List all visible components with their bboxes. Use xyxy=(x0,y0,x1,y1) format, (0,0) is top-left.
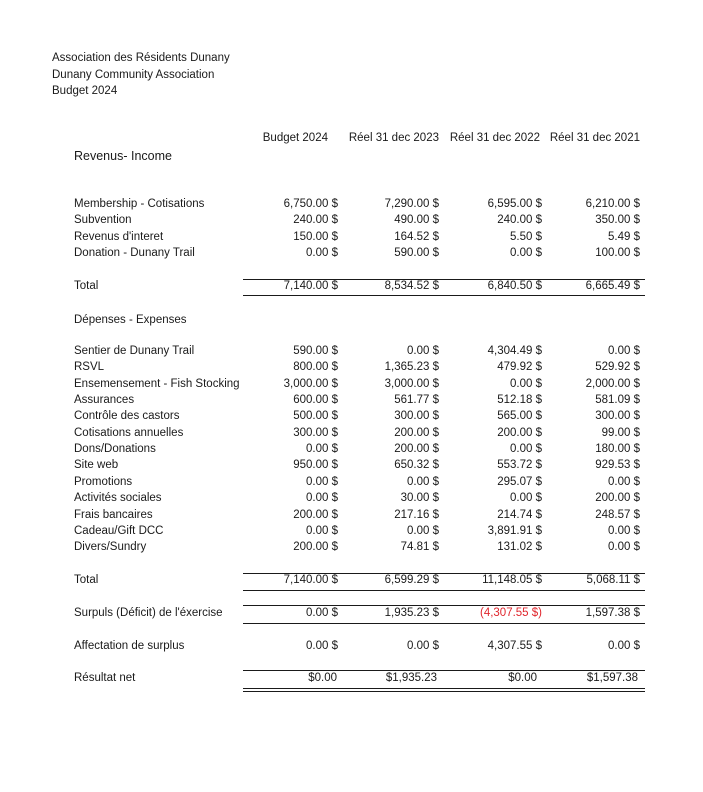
line-item-label: Divers/Sundry xyxy=(74,541,147,554)
line-item-label: Ensemensement - Fish Stocking xyxy=(74,377,240,390)
line-item-actual-2022: 0.00 $ xyxy=(510,247,542,260)
line-item-actual-2022: 240.00 $ xyxy=(497,214,542,227)
expenses-section-title: Dépenses - Expenses xyxy=(74,314,187,326)
line-item-actual-2021: 6,210.00 $ xyxy=(585,198,640,210)
line-item-actual-2023: 200.00 $ xyxy=(394,426,439,439)
surplus-top-rule xyxy=(243,605,645,606)
expenses-total-budget-2024: 7,140.00 $ xyxy=(283,574,338,586)
line-item-budget-2024: 600.00 $ xyxy=(293,394,338,407)
line-item-actual-2022: 3,891.91 $ xyxy=(487,524,542,537)
affectation-2022: 4,307.55 $ xyxy=(487,640,542,652)
column-header-budget-2024: Budget 2024 xyxy=(262,132,328,144)
line-item-budget-2024: 200.00 $ xyxy=(293,541,338,554)
line-item-label: Cotisations annuelles xyxy=(74,426,184,439)
line-item-actual-2021: 350.00 $ xyxy=(595,214,640,227)
surplus-row xyxy=(0,607,703,623)
line-item-budget-2024: 590.00 $ xyxy=(293,345,338,357)
column-header-actual-2022: Réel 31 dec 2022 xyxy=(449,132,540,144)
expenses-row xyxy=(0,345,703,361)
line-item-actual-2023: 164.52 $ xyxy=(394,230,439,243)
column-header-actual-2023: Réel 31 dec 2023 xyxy=(348,132,439,144)
line-item-actual-2023: 590.00 $ xyxy=(394,247,439,260)
line-item-actual-2021: 581.09 $ xyxy=(595,394,640,407)
line-item-actual-2023: 1,365.23 $ xyxy=(384,361,439,374)
expenses-total-row xyxy=(0,574,703,590)
line-item-actual-2023: 30.00 $ xyxy=(400,492,439,505)
income-row xyxy=(0,214,703,230)
net-result-top-rule xyxy=(243,670,645,671)
net-result-budget-2024: $0.00 xyxy=(308,672,337,684)
affectation-2021: 0.00 $ xyxy=(608,640,640,652)
surplus-label: Surpuls (Déficit) de l'éxercise xyxy=(74,607,223,619)
line-item-budget-2024: 0.00 $ xyxy=(306,247,338,260)
expenses-total-label: Total xyxy=(74,574,99,586)
line-item-actual-2023: 0.00 $ xyxy=(407,345,439,357)
association-name-en: Dunany Community Association xyxy=(52,68,215,81)
association-name-fr: Association des Résidents Dunany xyxy=(52,52,230,64)
income-row xyxy=(0,247,703,263)
expenses-row xyxy=(0,541,703,557)
line-item-actual-2022: 200.00 $ xyxy=(497,426,542,439)
line-item-actual-2021: 300.00 $ xyxy=(595,410,640,423)
income-row xyxy=(0,198,703,214)
surplus-budget-2024: 0.00 $ xyxy=(306,607,338,619)
expenses-row xyxy=(0,378,703,394)
line-item-actual-2021: 0.00 $ xyxy=(608,475,640,488)
line-item-actual-2021: 2,000.00 $ xyxy=(585,377,640,390)
line-item-actual-2021: 248.57 $ xyxy=(595,508,640,521)
line-item-actual-2023: 0.00 $ xyxy=(407,475,439,488)
line-item-budget-2024: 0.00 $ xyxy=(306,443,338,456)
line-item-actual-2023: 561.77 $ xyxy=(394,394,439,407)
expenses-total-2021: 5,068.11 $ xyxy=(586,574,640,586)
surplus-bottom-rule xyxy=(243,623,645,624)
surplus-2023: 1,935.23 $ xyxy=(384,607,439,619)
line-item-actual-2023: 7,290.00 $ xyxy=(384,198,439,210)
line-item-actual-2023: 200.00 $ xyxy=(394,443,439,456)
line-item-label: Assurances xyxy=(74,394,135,407)
document-title: Budget 2024 xyxy=(52,85,118,97)
line-item-budget-2024: 0.00 $ xyxy=(306,475,338,488)
net-result-2022: $0.00 xyxy=(508,672,537,684)
line-item-label: Activités sociales xyxy=(74,492,162,505)
income-total-bottom-rule xyxy=(243,295,645,296)
column-header-actual-2021: Réel 31 dec 2021 xyxy=(549,132,640,144)
line-item-actual-2023: 74.81 $ xyxy=(400,541,439,554)
income-section-title: Revenus- Income xyxy=(74,149,172,163)
line-item-budget-2024: 0.00 $ xyxy=(306,492,338,505)
income-total-label: Total xyxy=(74,280,99,292)
line-item-label: Dons/Donations xyxy=(74,443,156,456)
line-item-budget-2024: 3,000.00 $ xyxy=(283,377,338,390)
line-item-actual-2021: 100.00 $ xyxy=(595,247,640,260)
line-item-budget-2024: 500.00 $ xyxy=(293,410,338,423)
expenses-row xyxy=(0,361,703,377)
line-item-actual-2022: 214.74 $ xyxy=(497,508,542,521)
surplus-2021: 1,597.38 $ xyxy=(585,607,640,619)
expenses-row xyxy=(0,443,703,459)
line-item-budget-2024: 240.00 $ xyxy=(293,214,338,227)
line-item-actual-2022: 0.00 $ xyxy=(510,377,542,390)
expenses-row xyxy=(0,427,703,443)
line-item-actual-2023: 0.00 $ xyxy=(407,524,439,537)
surplus-2022-deficit: (4,307.55 $) xyxy=(479,607,542,619)
line-item-label: Cadeau/Gift DCC xyxy=(74,524,164,537)
income-row xyxy=(0,231,703,247)
income-total-budget-2024: 7,140.00 $ xyxy=(283,280,338,292)
line-item-label: Site web xyxy=(74,459,119,472)
expenses-row xyxy=(0,525,703,541)
income-total-2023: 8,534.52 $ xyxy=(384,280,439,292)
income-total-2021: 6,665.49 $ xyxy=(585,280,640,292)
line-item-actual-2023: 490.00 $ xyxy=(394,214,439,227)
affectation-2023: 0.00 $ xyxy=(407,640,439,652)
expenses-row xyxy=(0,410,703,426)
affectation-label: Affectation de surplus xyxy=(74,640,185,652)
line-item-actual-2022: 0.00 $ xyxy=(510,492,542,505)
line-item-label: Revenus d'interet xyxy=(74,230,164,243)
line-item-actual-2021: 0.00 $ xyxy=(608,345,640,357)
line-item-actual-2021: 99.00 $ xyxy=(601,426,640,439)
line-item-actual-2021: 0.00 $ xyxy=(608,541,640,554)
expenses-row xyxy=(0,476,703,492)
line-item-budget-2024: 6,750.00 $ xyxy=(283,198,338,210)
line-item-label: Promotions xyxy=(74,475,133,488)
line-item-actual-2022: 5.50 $ xyxy=(510,230,542,243)
line-item-actual-2021: 0.00 $ xyxy=(608,524,640,537)
line-item-actual-2021: 200.00 $ xyxy=(595,492,640,505)
line-item-budget-2024: 300.00 $ xyxy=(293,426,338,439)
line-item-actual-2021: 180.00 $ xyxy=(595,443,640,456)
line-item-label: Frais bancaires xyxy=(74,508,153,521)
line-item-label: Subvention xyxy=(74,214,132,227)
net-result-2023: $1,935.23 xyxy=(385,672,437,684)
line-item-actual-2021: 929.53 $ xyxy=(595,459,640,472)
document-header xyxy=(52,50,230,100)
expenses-total-2023: 6,599.29 $ xyxy=(384,574,439,586)
line-item-budget-2024: 150.00 $ xyxy=(293,230,338,243)
net-result-row xyxy=(0,672,703,688)
line-item-actual-2022: 295.07 $ xyxy=(497,475,542,488)
expenses-row xyxy=(0,459,703,475)
net-result-double-rule xyxy=(243,688,645,692)
affectation-budget-2024: 0.00 $ xyxy=(306,640,338,652)
line-item-actual-2022: 6,595.00 $ xyxy=(487,198,542,210)
income-total-2022: 6,840.50 $ xyxy=(487,280,542,292)
expenses-row xyxy=(0,492,703,508)
line-item-actual-2021: 5.49 $ xyxy=(608,230,640,243)
line-item-budget-2024: 800.00 $ xyxy=(293,361,338,374)
line-item-budget-2024: 950.00 $ xyxy=(293,459,338,472)
line-item-label: RSVL xyxy=(74,361,105,374)
line-item-budget-2024: 0.00 $ xyxy=(306,524,338,537)
line-item-actual-2023: 300.00 $ xyxy=(394,410,439,423)
line-item-actual-2022: 565.00 $ xyxy=(497,410,542,423)
line-item-label: Contrôle des castors xyxy=(74,410,180,423)
line-item-actual-2023: 217.16 $ xyxy=(394,508,439,521)
expenses-total-2022: 11,148.05 $ xyxy=(482,574,542,586)
line-item-actual-2021: 529.92 $ xyxy=(595,361,640,374)
line-item-actual-2022: 512.18 $ xyxy=(497,394,542,407)
expenses-total-bottom-rule xyxy=(243,590,645,591)
net-result-2021: $1,597.38 xyxy=(586,672,638,684)
line-item-actual-2022: 4,304.49 $ xyxy=(487,345,542,357)
income-total-row xyxy=(0,280,703,296)
net-result-label: Résultat net xyxy=(74,672,136,684)
affectation-row xyxy=(0,640,703,656)
line-item-budget-2024: 200.00 $ xyxy=(293,508,338,521)
line-item-actual-2022: 131.02 $ xyxy=(497,541,542,554)
line-item-label: Donation - Dunany Trail xyxy=(74,247,195,260)
line-item-actual-2023: 3,000.00 $ xyxy=(384,377,439,390)
expenses-row xyxy=(0,509,703,525)
line-item-actual-2022: 0.00 $ xyxy=(510,443,542,456)
line-item-label: Membership - Cotisations xyxy=(74,198,205,210)
expenses-row xyxy=(0,394,703,410)
line-item-label: Sentier de Dunany Trail xyxy=(74,345,195,357)
line-item-actual-2023: 650.32 $ xyxy=(394,459,439,472)
line-item-actual-2022: 553.72 $ xyxy=(497,459,542,472)
line-item-actual-2022: 479.92 $ xyxy=(497,361,542,374)
